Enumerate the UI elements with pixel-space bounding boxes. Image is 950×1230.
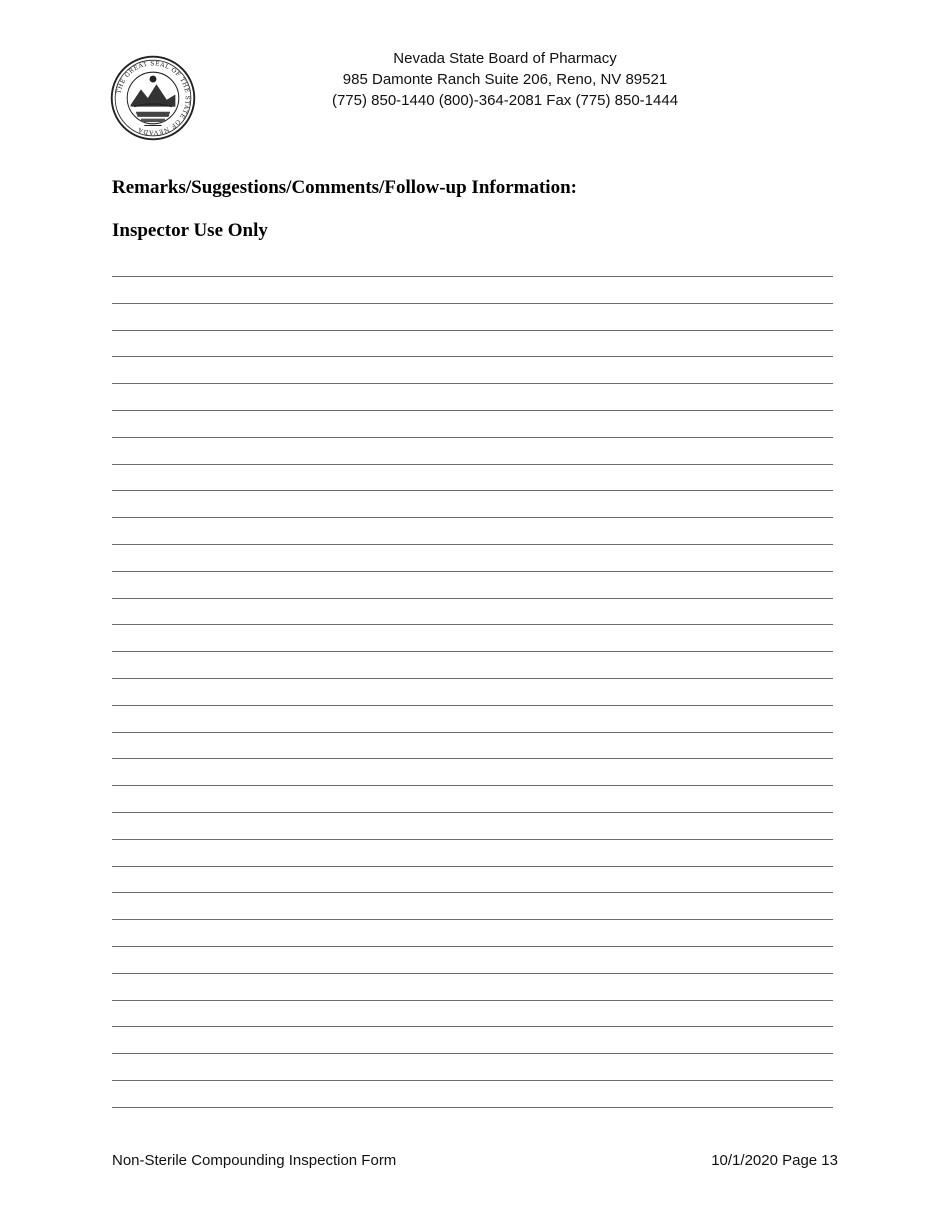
organization-address: 985 Damonte Ranch Suite 206, Reno, NV 89521 bbox=[342, 71, 668, 88]
writing-line[interactable] bbox=[112, 598, 833, 625]
writing-line[interactable] bbox=[112, 356, 833, 383]
writing-line[interactable] bbox=[112, 1053, 833, 1080]
writing-line[interactable] bbox=[112, 437, 833, 464]
state-seal-icon bbox=[110, 55, 196, 141]
organization-phones: (775) 850-1440 (800)-364-2081 Fax (775) 850-1444 bbox=[331, 92, 679, 109]
writing-line[interactable] bbox=[112, 839, 833, 866]
writing-line[interactable] bbox=[112, 490, 833, 517]
writing-line[interactable] bbox=[112, 785, 833, 812]
writing-line[interactable] bbox=[112, 383, 833, 410]
writing-line[interactable] bbox=[112, 544, 833, 571]
writing-line[interactable] bbox=[112, 678, 833, 705]
writing-line[interactable] bbox=[112, 1107, 833, 1134]
footer-page-info: 10/1/2020 Page 13 bbox=[711, 1152, 838, 1169]
writing-line[interactable] bbox=[112, 919, 833, 946]
writing-line[interactable] bbox=[112, 517, 833, 544]
footer-form-name: Non-Sterile Compounding Inspection Form bbox=[112, 1152, 397, 1169]
letterhead bbox=[300, 48, 710, 111]
writing-line[interactable] bbox=[112, 732, 833, 759]
writing-line[interactable] bbox=[112, 571, 833, 598]
writing-line[interactable] bbox=[112, 758, 833, 785]
writing-line[interactable] bbox=[112, 946, 833, 973]
writing-line[interactable] bbox=[112, 1000, 833, 1027]
writing-line[interactable] bbox=[112, 892, 833, 919]
writing-line[interactable] bbox=[112, 651, 833, 678]
writing-lines[interactable] bbox=[112, 276, 833, 1134]
writing-line[interactable] bbox=[112, 1026, 833, 1053]
writing-line[interactable] bbox=[112, 410, 833, 437]
writing-line[interactable] bbox=[112, 812, 833, 839]
writing-line[interactable] bbox=[112, 624, 833, 651]
seal-legend: THE GREAT SEAL OF THE STATE OF NEVADA bbox=[115, 60, 191, 136]
writing-line[interactable] bbox=[112, 973, 833, 1000]
inspector-use-heading: Inspector Use Only bbox=[112, 220, 268, 241]
writing-line[interactable] bbox=[112, 866, 833, 893]
writing-line[interactable] bbox=[112, 705, 833, 732]
writing-line[interactable] bbox=[112, 276, 833, 303]
writing-line[interactable] bbox=[112, 464, 833, 491]
writing-line[interactable] bbox=[112, 330, 833, 357]
writing-line[interactable] bbox=[112, 303, 833, 330]
organization-name: Nevada State Board of Pharmacy bbox=[393, 50, 617, 67]
remarks-heading: Remarks/Suggestions/Comments/Follow-up Information: bbox=[112, 177, 577, 198]
writing-line[interactable] bbox=[112, 1080, 833, 1107]
